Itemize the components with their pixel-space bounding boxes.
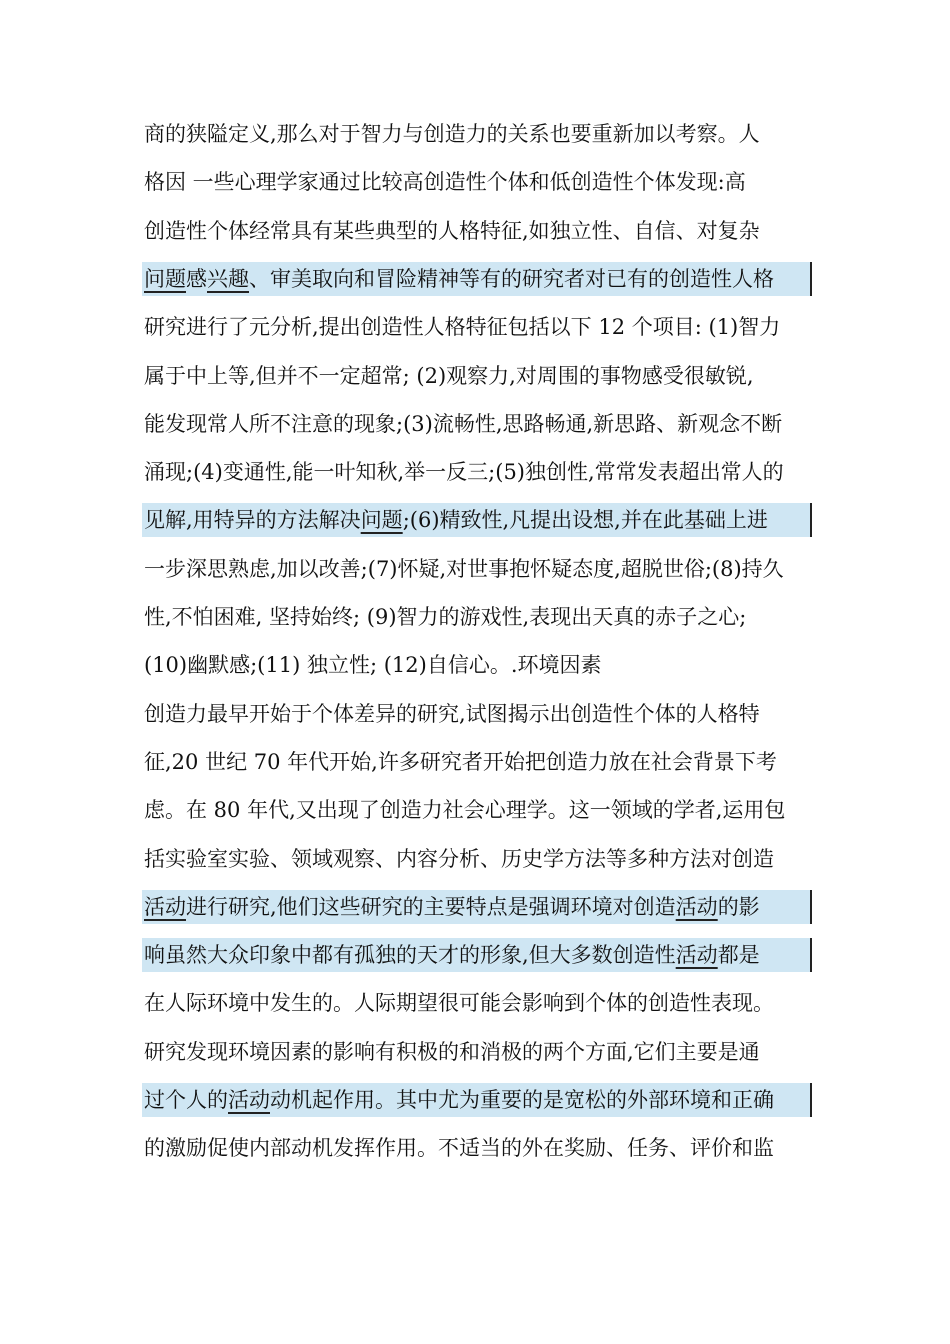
underlined-term: 兴趣 — [207, 267, 249, 291]
text-segment: 的影 — [717, 895, 760, 919]
highlighted-text-line — [142, 938, 812, 972]
underlined-term: 活动 — [675, 943, 718, 967]
underlined-term: 问题 — [360, 508, 403, 532]
text-line: 在人际环境中发生的。人际期望很可能会影响到个体的创造性表现。 — [144, 991, 774, 1015]
text-line: 性,不怕困难, 坚持始终; (9)智力的游戏性,表现出天真的赤子之心; — [144, 605, 747, 629]
text-line: 能发现常人所不注意的现象;(3)流畅性,思路畅通,新思路、新观念不断 — [144, 412, 783, 436]
underlined-term: 活动 — [675, 895, 718, 919]
text-line: 涌现;(4)变通性,能一叶知秋,举一反三;(5)独创性,常常发表超出常人的 — [144, 460, 784, 484]
text-line: 商的狭隘定义,那么对于智力与创造力的关系也要重新加以考察。人 — [144, 122, 760, 146]
text-line: 括实验室实验、领域观察、内容分析、历史学方法等多种方法对创造 — [144, 847, 774, 871]
underlined-term: 活动 — [144, 895, 186, 919]
text-line: 征,20 世纪 70 年代开始,许多研究者开始把创造力放在社会背景下考 — [144, 750, 777, 774]
text-segment: 、审美取向和冒险精神等有的研究者对已有的创造性人格 — [249, 267, 774, 291]
text-line: 格因 一些心理学家通过比较高创造性个体和低创造性个体发现:高 — [144, 170, 746, 194]
text-line: (10)幽默感;(11) 独立性; (12)自信心。.环境因素 — [144, 653, 602, 677]
text-segment: 感 — [186, 267, 207, 291]
text-line: 研究发现环境因素的影响有积极的和消极的两个方面,它们主要是通 — [144, 1040, 760, 1064]
highlighted-text-line — [142, 1083, 812, 1117]
text-segment: 过个人的 — [144, 1088, 228, 1112]
text-segment: 进行研究,他们这些研究的主要特点是强调环境对创造 — [186, 895, 676, 919]
highlighted-text-line — [142, 503, 812, 537]
text-line: 创造性个体经常具有某些典型的人格特征,如独立性、自信、对复杂 — [144, 219, 760, 243]
text-line: 研究进行了元分析,提出创造性人格特征包括以下 12 个项目: (1)智力 — [144, 315, 781, 339]
underlined-term: 问题 — [144, 267, 186, 291]
text-line: 的激励促使内部动机发挥作用。不适当的外在奖励、任务、评价和监 — [144, 1136, 774, 1160]
text-segment: 见解,用特异的方法解决 — [144, 508, 361, 532]
text-line: 属于中上等,但并不一定超常; (2)观察力,对周围的事物感受很敏锐, — [144, 364, 754, 388]
text-segment: 响虽然大众印象中都有孤独的天才的形象,但大多数创造性 — [144, 943, 676, 967]
text-segment: 动机起作用。其中尤为重要的是宽松的外部环境和正确 — [270, 1088, 774, 1112]
text-segment: ;(6)精致性,凡提出设想,并在此基础上进 — [402, 508, 768, 532]
text-line: 虑。在 80 年代,又出现了创造力社会心理学。这一领域的学者,运用包 — [144, 798, 786, 822]
underlined-term: 活动 — [228, 1088, 270, 1112]
text-line: 创造力最早开始于个体差异的研究,试图揭示出创造性个体的人格特 — [144, 702, 760, 726]
highlighted-text-line — [142, 262, 812, 296]
text-line: 一步深思熟虑,加以改善;(7)怀疑,对世事抱怀疑态度,超脱世俗;(8)持久 — [144, 557, 784, 581]
highlighted-text-line — [142, 890, 812, 924]
text-segment: 都是 — [717, 943, 760, 967]
